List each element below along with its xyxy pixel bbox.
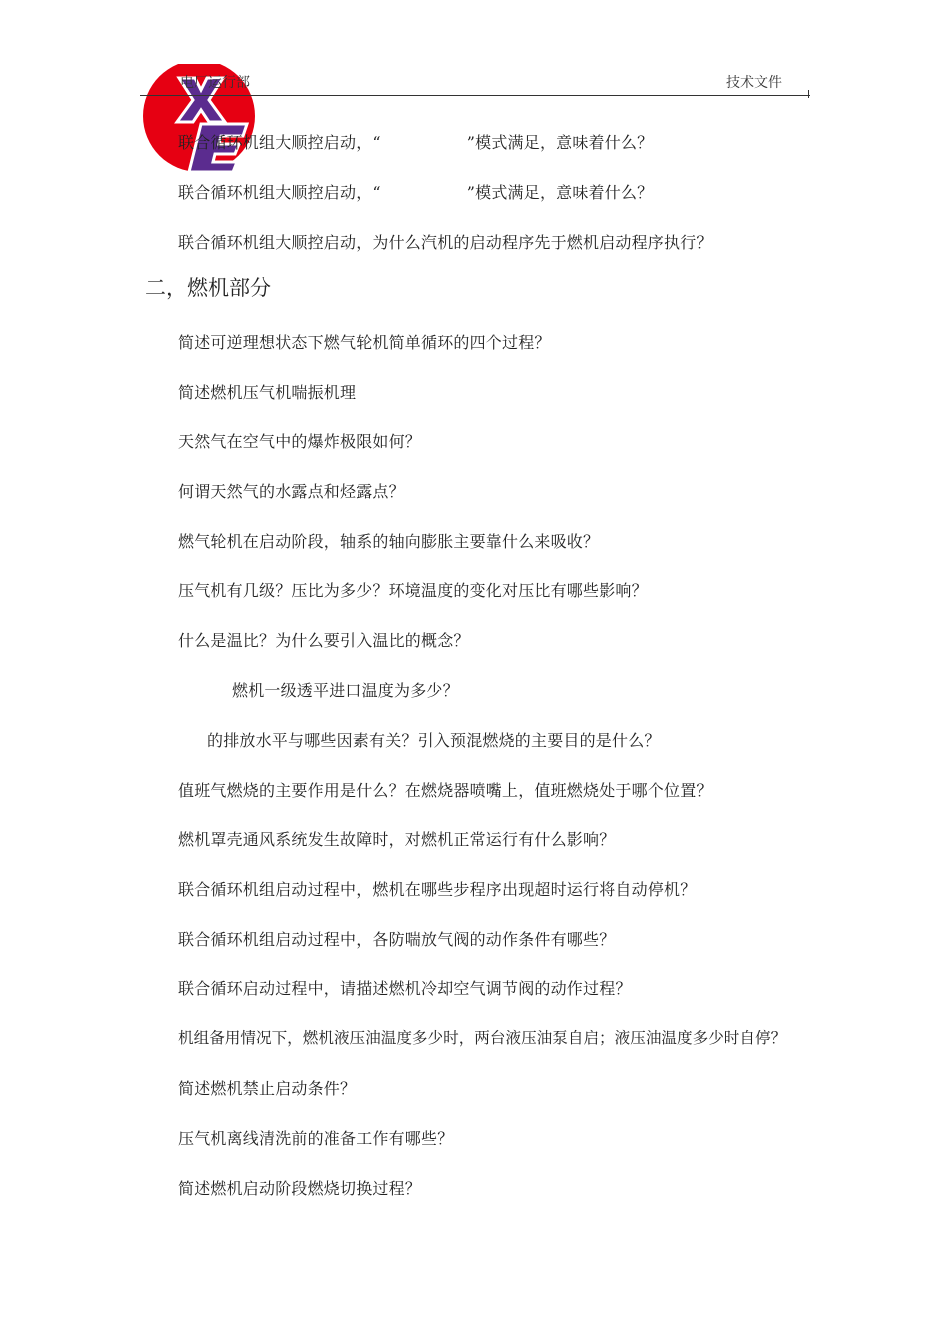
- question-item: 压气机有几级？压比为多少？环境温度的变化对压比有哪些影响？: [178, 581, 648, 600]
- question-item: 燃机一级透平进口温度为多少？: [232, 681, 459, 700]
- question-item: 燃气轮机在启动阶段，轴系的轴向膨胀主要靠什么来吸收？: [178, 532, 600, 551]
- question-item: 何谓天然气的水露点和烃露点？: [178, 482, 405, 501]
- question-item: 值班气燃烧的主要作用是什么？在燃烧器喷嘴上，值班燃烧处于哪个位置？: [178, 781, 713, 800]
- question-item: 联合循环启动过程中，请描述燃机冷却空气调节阀的动作过程？: [178, 979, 632, 998]
- question-item: 联合循环机组启动过程中，各防喘放气阀的动作条件有哪些？: [178, 930, 616, 949]
- question-item: 简述燃机启动阶段燃烧切换过程？: [178, 1179, 422, 1198]
- question-text-start: 联合循环机组大顺控启动，“: [178, 133, 381, 152]
- question-item: 联合循环机组大顺控启动，为什么汽机的启动程序先于燃机启动程序执行？: [178, 233, 713, 252]
- question-item: 简述燃机压气机喘振机理: [178, 383, 357, 402]
- question-item: 的排放水平与哪些因素有关？引入预混燃烧的主要目的是什么？: [207, 731, 661, 750]
- header-doc-type: 技术文件: [726, 75, 782, 91]
- page-header: [140, 66, 812, 96]
- question-text-end: ”模式满足，意味着什么？: [466, 183, 654, 202]
- question-item: 天然气在空气中的爆炸极限如何？: [178, 432, 422, 451]
- question-item: [178, 180, 653, 203]
- question-item: [178, 130, 653, 153]
- header-divider: [140, 95, 810, 96]
- question-item: 燃机罩壳通风系统发生故障时，对燃机正常运行有什么影响？: [178, 830, 616, 849]
- question-item: 简述燃机禁止启动条件？: [178, 1079, 357, 1098]
- question-item: 压气机离线清洗前的准备工作有哪些？: [178, 1129, 454, 1148]
- question-item: 联合循环机组启动过程中，燃机在哪些步程序出现超时运行将自动停机？: [178, 880, 697, 899]
- question-item: 简述可逆理想状态下燃气轮机简单循环的四个过程？: [178, 333, 551, 352]
- question-text-end: ”模式满足，意味着什么？: [466, 133, 654, 152]
- question-text-start: 联合循环机组大顺控启动，“: [178, 183, 381, 202]
- header-divider-tick: [808, 90, 809, 98]
- question-item: 机组备用情况下，燃机液压油温度多少时，两台液压油泵自启；液压油温度多少时自停？: [178, 1029, 787, 1047]
- section-title: 二，燃机部分: [145, 276, 271, 300]
- question-item: 什么是温比？为什么要引入温比的概念？: [178, 631, 470, 650]
- header-department: 电厂运行部: [180, 75, 250, 91]
